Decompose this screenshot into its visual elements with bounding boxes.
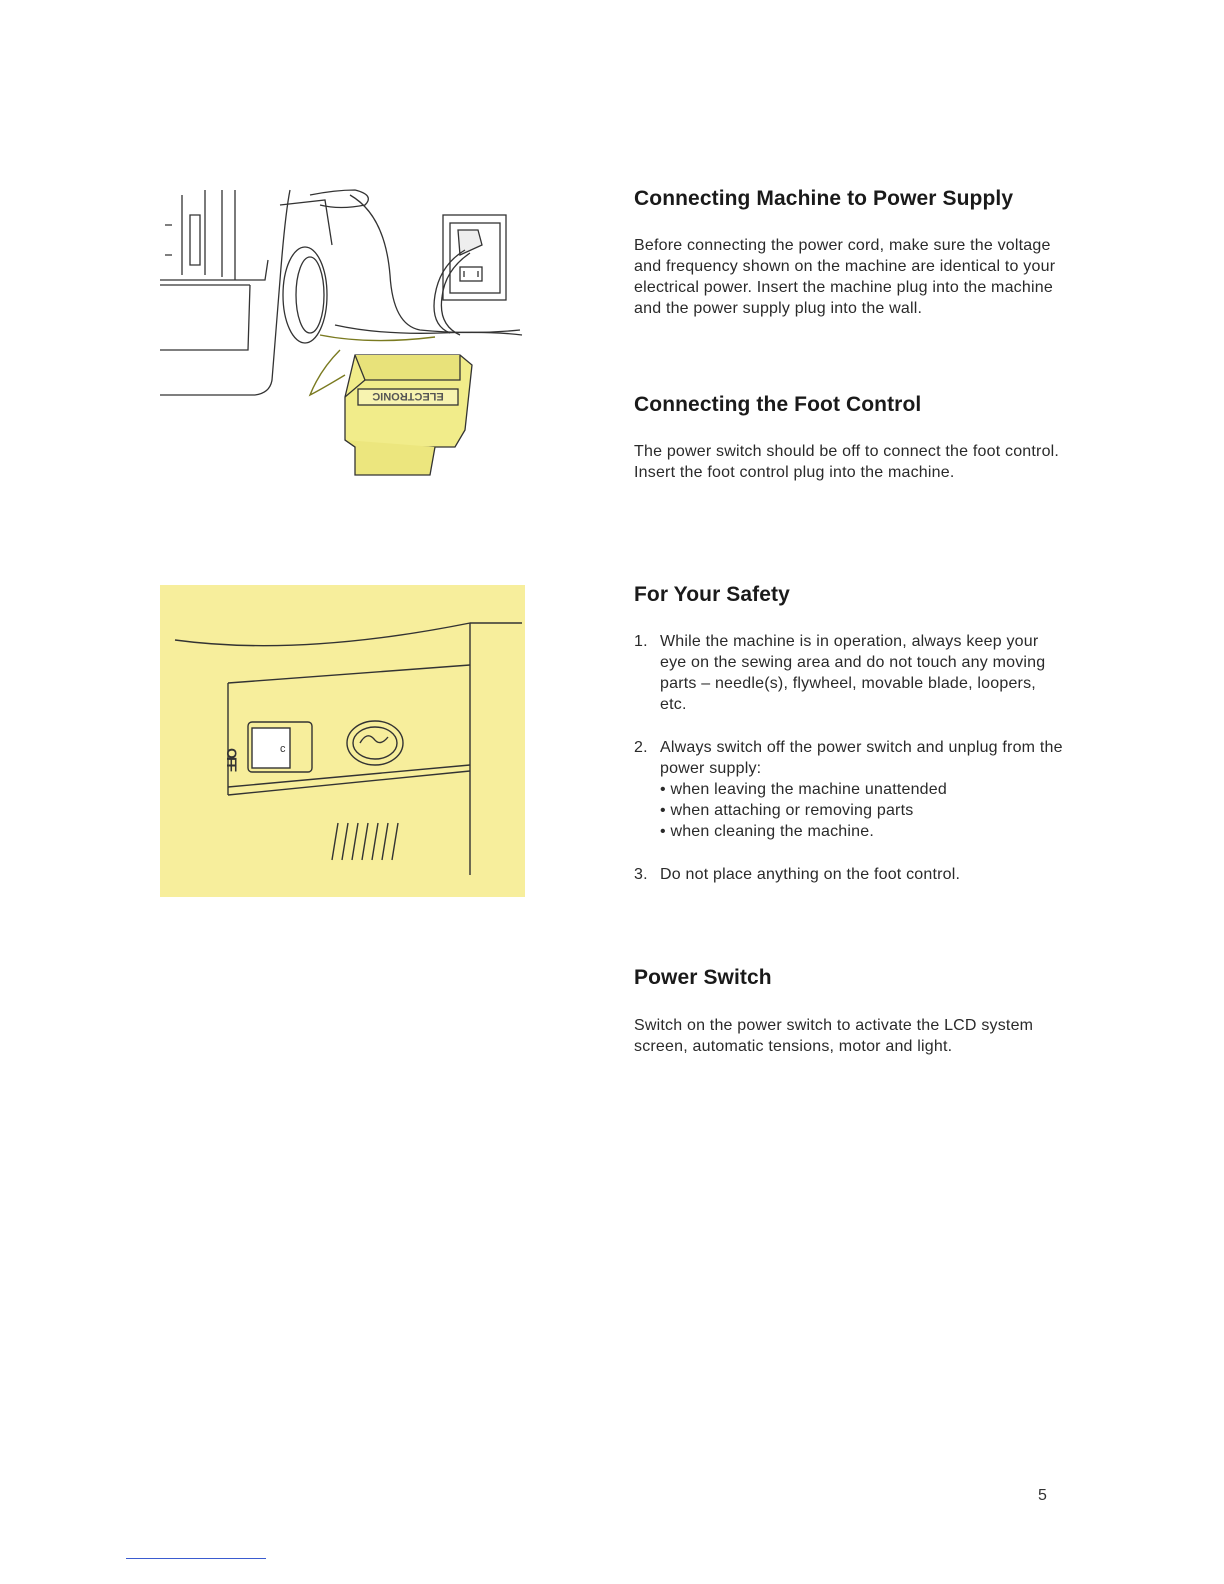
safety-item-text: Do not place anything on the foot control. [660, 866, 961, 883]
safety-item-number: 3. [634, 866, 648, 883]
safety-item-number: 1. [634, 633, 648, 650]
safety-item [634, 737, 1064, 842]
section-title-safety: For Your Safety [634, 583, 790, 606]
safety-list [634, 631, 1064, 885]
section-body-foot-control: The power switch should be off to connect the foot control. Insert the foot control plug into the machine. [634, 443, 1060, 481]
section-title-power-switch: Power Switch [634, 966, 772, 989]
safety-bullet: • when attaching or removing parts [660, 802, 914, 819]
foot-control-brand-label: ELECTRONIC [372, 390, 444, 402]
section-body-power-switch: Switch on the power switch to activate the LCD system screen, automatic tensions, motor and light. [634, 1017, 1034, 1055]
power-switch-drawing [160, 585, 525, 897]
safety-item-text: Always switch off the power switch and unplug from the power supply: [660, 739, 1063, 777]
power-connection-illustration [160, 185, 525, 485]
safety-item-number: 2. [634, 739, 648, 756]
power-connection-drawing [160, 185, 525, 485]
section-title-power-supply: Connecting Machine to Power Supply [634, 187, 1014, 210]
safety-item [634, 631, 1064, 715]
safety-item-text: While the machine is in operation, always keep your eye on the sewing area and do not touch any moving parts – needle(s), flywheel, movable blade, loopers, etc. [660, 633, 1046, 713]
switch-off-label: OFF [224, 748, 240, 770]
page-number: 5 [1038, 1487, 1047, 1504]
footer-rule [126, 1558, 266, 1559]
safety-list-wrapper [634, 631, 1064, 907]
safety-item [634, 864, 1064, 885]
section-title-foot-control: Connecting the Foot Control [634, 393, 922, 416]
power-switch-illustration [160, 585, 525, 897]
safety-bullet-list [660, 779, 1064, 842]
switch-mark: c [280, 743, 286, 755]
safety-bullet: • when leaving the machine unattended [660, 781, 947, 798]
section-body-power-supply: Before connecting the power cord, make sure the voltage and frequency shown on the machine are identical to your electrical power. Insert the machine plug into the machine and the power supply plug into the wall. [634, 237, 1056, 317]
safety-bullet: • when cleaning the machine. [660, 823, 874, 840]
